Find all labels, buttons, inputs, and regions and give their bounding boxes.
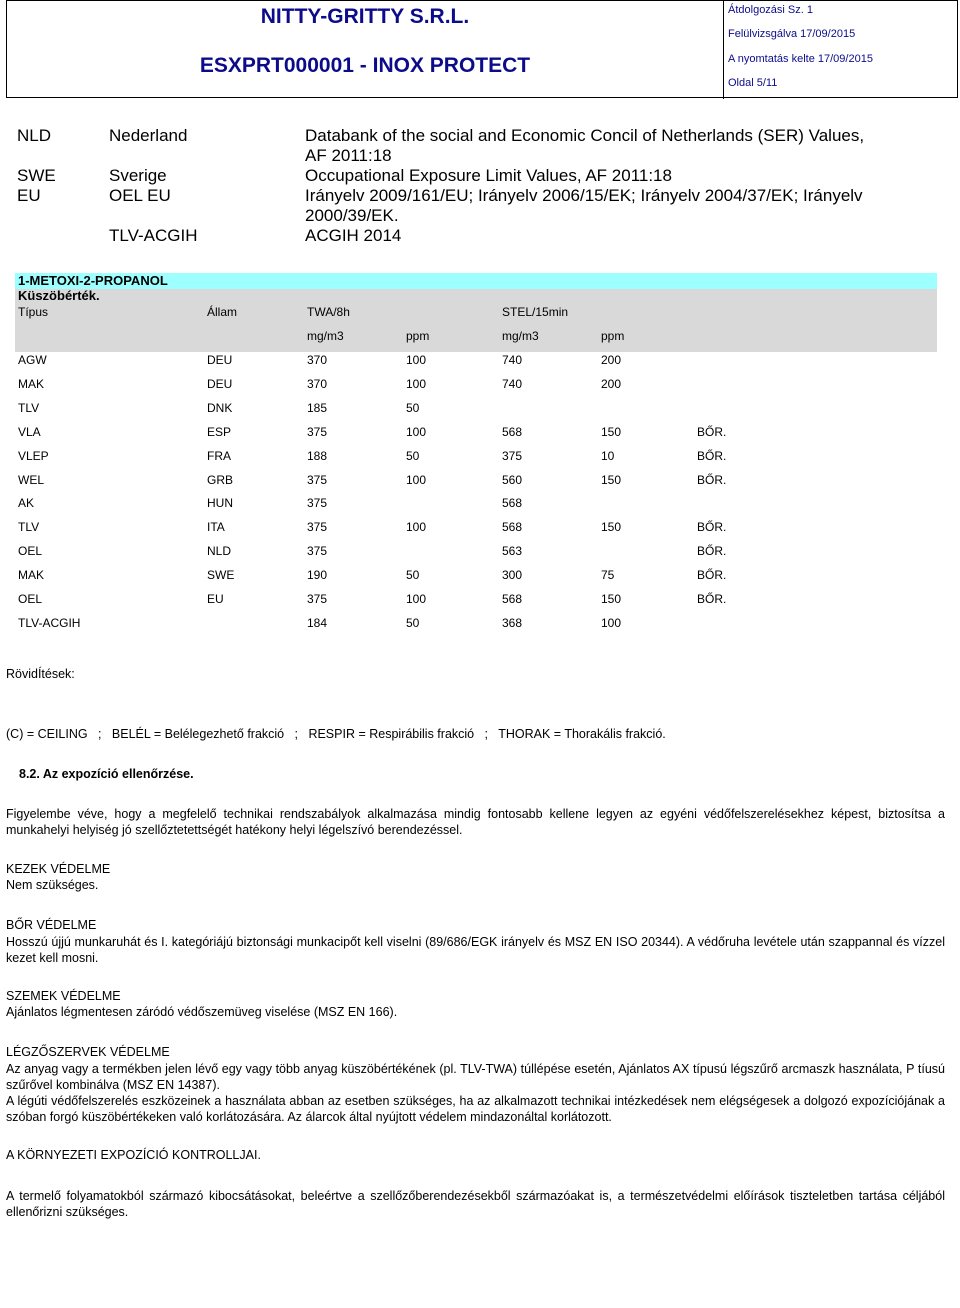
cell-twa-ppm: 50 — [406, 616, 420, 630]
cell-twa-mg: 370 — [307, 353, 328, 367]
header-divider — [723, 1, 724, 99]
cell-type: MAK — [18, 568, 45, 582]
hand-protection-text: Nem szükséges. — [6, 878, 99, 892]
document-header — [6, 0, 958, 98]
cell-state: HUN — [207, 496, 233, 510]
cell-note: BŐR. — [697, 449, 727, 463]
cell-stel-mg: 563 — [502, 544, 523, 558]
cell-stel-ppm: 150 — [601, 592, 622, 606]
eye-protection-text: Ajánlatos légmentesen záródó védőszemüveg viselése (MSZ EN 166). — [6, 1005, 398, 1019]
cell-state: FRA — [207, 449, 231, 463]
cell-stel-ppm: 100 — [601, 616, 622, 630]
cell-twa-ppm: 100 — [406, 473, 427, 487]
cell-state: GRB — [207, 473, 234, 487]
cell-note: BŐR. — [697, 473, 727, 487]
header-type: Típus — [18, 305, 49, 319]
ref-country: Sverige — [109, 166, 167, 185]
cell-twa-mg: 370 — [307, 377, 328, 391]
product-code: ESXPRT000001 - INOX PROTECT — [199, 54, 531, 77]
cell-twa-mg: 190 — [307, 568, 328, 582]
cell-stel-mg: 568 — [502, 425, 523, 439]
cell-type: OEL — [18, 592, 43, 606]
abbrev-label: RövidÍtések: — [6, 667, 75, 681]
skin-protection-title: BŐR VÉDELME — [6, 918, 97, 932]
cell-stel-mg: 740 — [502, 377, 523, 391]
cell-twa-ppm: 100 — [406, 377, 427, 391]
cell-state: ITA — [207, 520, 225, 534]
company-name: NITTY-GRITTY S.R.L. — [260, 5, 470, 28]
cell-stel-mg: 375 — [502, 449, 523, 463]
cell-twa-mg: 184 — [307, 616, 328, 630]
header-twa-ppm: ppm — [406, 329, 430, 343]
ref-country: Nederland — [109, 126, 188, 145]
header-twa-mg: mg/m3 — [307, 329, 344, 343]
threshold-label: Küszöbérték. — [18, 288, 100, 303]
section-intro: Figyelembe véve, hogy a megfelelő technikai rendszabályok alkalmazása mindig fontosabb kellene legyen az egyéni védőfelszerelésekhez képest, biztosítsa a munkahelyi helyiség jó szellőztetettségét hatékony helyi légelszívó berendezéssel. — [6, 807, 945, 837]
respiratory-protection-text-1: Az anyag vagy a termékben jelen lévő egy vagy több anyag küszöbértékének (pl. TLV-TWA) túllépése esetén, Ajánlatos AX típusú légszűrő arcmaszk használata, P tíusú szűrővel kombinálva (MSZ EN 14387). — [6, 1062, 945, 1092]
hand-protection-title: KEZEK VÉDELME — [6, 862, 111, 876]
cell-twa-mg: 375 — [307, 592, 328, 606]
cell-stel-mg: 740 — [502, 353, 523, 367]
ref-text: Occupational Exposure Limit Values, AF 2011:18 — [305, 166, 672, 185]
cell-stel-ppm: 10 — [601, 449, 615, 463]
cell-type: OEL — [18, 544, 43, 558]
section-title: 8.2. Az expozíció ellenőrzése. — [19, 767, 194, 781]
substance-name: 1-METOXI-2-PROPANOL — [18, 273, 168, 288]
respiratory-protection-title: LÉGZŐSZERVEK VÉDELME — [6, 1045, 170, 1059]
page-number: Oldal 5/11 — [728, 77, 778, 89]
ref-country: OEL EU — [109, 186, 171, 205]
cell-stel-ppm: 75 — [601, 568, 615, 582]
cell-note: BŐR. — [697, 425, 727, 439]
cell-twa-ppm: 50 — [406, 401, 420, 415]
cell-type: MAK — [18, 377, 45, 391]
skin-protection-text: Hosszú újjú munkaruhát és I. kategóriájú biztonsági munkacipőt kell viselni (89/686/EGK irányelv és MSZ EN ISO 20344). A védőruha levétele után szappannal és vízzel kezet kell mosni. — [6, 935, 945, 965]
ref-country: TLV-ACGIH — [109, 226, 198, 245]
cell-type: AK — [18, 496, 35, 510]
revision-value: 1 — [806, 4, 814, 16]
ref-text: Irányelv 2009/161/EU; Irányelv 2006/15/EK; Irányelv 2004/37/EK; Irányelv — [305, 186, 863, 205]
cell-state: DEU — [207, 353, 233, 367]
header-stel-mg: mg/m3 — [502, 329, 539, 343]
cell-note: BŐR. — [697, 520, 727, 534]
cell-stel-mg: 368 — [502, 616, 523, 630]
cell-stel-mg: 560 — [502, 473, 523, 487]
respiratory-protection-text-2: A légúti védőfelszerelés eszközeinek a használata abban az esetben szükséges, ha az alkalmazott technikai intézkedések nem elégségesek a dolgozó expozíciójának a szóban forgó küszöbértékeken való korlátozására. Az álarcok által nyújtott védelem mindazonáltal korlátozott. — [6, 1094, 945, 1124]
cell-twa-ppm: 100 — [406, 425, 427, 439]
cell-twa-ppm: 100 — [406, 520, 427, 534]
cell-state: ESP — [207, 425, 232, 439]
cell-twa-mg: 375 — [307, 520, 328, 534]
ref-code: NLD — [17, 126, 52, 145]
cell-type: AGW — [18, 353, 47, 367]
cell-twa-ppm: 100 — [406, 353, 427, 367]
revision-number — [728, 4, 813, 16]
cell-twa-ppm: 50 — [406, 568, 420, 582]
cell-twa-ppm: 100 — [406, 592, 427, 606]
cell-state: NLD — [207, 544, 232, 558]
cell-stel-mg: 568 — [502, 520, 523, 534]
ref-code: EU — [17, 186, 41, 205]
cell-stel-ppm: 150 — [601, 473, 622, 487]
cell-type: TLV — [18, 520, 40, 534]
cell-twa-ppm: 50 — [406, 449, 420, 463]
abbrev-text: (C) = CEILING ; BELÉL = Belélegezhető frakció ; RESPIR = Respirábilis frakció ; THORAK = Thorakális frakció. — [6, 727, 666, 741]
cell-stel-ppm: 150 — [601, 425, 622, 439]
cell-twa-mg: 188 — [307, 449, 328, 463]
cell-twa-mg: 375 — [307, 425, 328, 439]
eye-protection-title: SZEMEK VÉDELME — [6, 989, 121, 1003]
environmental-exposure-text: A termelő folyamatokból származó kibocsátásokat, beleértve a szellőzőberendezésekből származóakat is, a természetvédelmi előírások tiszteletben tartása céljából ellenőrizni szükséges. — [6, 1189, 945, 1219]
cell-twa-mg: 375 — [307, 496, 328, 510]
header-twa: TWA/8h — [307, 305, 350, 319]
cell-state: EU — [207, 592, 224, 606]
cell-stel-mg: 300 — [502, 568, 523, 582]
cell-state: DEU — [207, 377, 233, 391]
cell-twa-mg: 185 — [307, 401, 328, 415]
cell-type: VLA — [18, 425, 41, 439]
review-date: Felülvizsgálva 17/09/2015 — [728, 28, 856, 40]
print-date: A nyomtatás kelte 17/09/2015 — [728, 53, 873, 65]
cell-note: BŐR. — [697, 592, 727, 606]
cell-twa-mg: 375 — [307, 544, 328, 558]
table-header-band — [15, 289, 937, 352]
environmental-exposure-title: A KÖRNYEZETI EXPOZÍCIÓ KONTROLLJAI. — [6, 1148, 261, 1162]
cell-stel-ppm: 200 — [601, 353, 622, 367]
cell-stel-mg: 568 — [502, 592, 523, 606]
header-stel-ppm: ppm — [601, 329, 625, 343]
ref-text-cont: 2000/39/EK. — [305, 206, 399, 225]
cell-type: WEL — [18, 473, 45, 487]
ref-code: SWE — [17, 166, 56, 185]
ref-text: ACGIH 2014 — [305, 226, 402, 245]
cell-stel-ppm: 200 — [601, 377, 622, 391]
cell-state: DNK — [207, 401, 233, 415]
cell-note: BŐR. — [697, 544, 727, 558]
cell-type: TLV-ACGIH — [18, 616, 81, 630]
cell-twa-mg: 375 — [307, 473, 328, 487]
header-state: Állam — [207, 305, 238, 319]
cell-type: TLV — [18, 401, 40, 415]
cell-stel-mg: 568 — [502, 496, 523, 510]
header-stel: STEL/15min — [502, 305, 569, 319]
cell-stel-ppm: 150 — [601, 520, 622, 534]
cell-state: SWE — [207, 568, 235, 582]
ref-text-cont: AF 2011:18 — [305, 146, 392, 165]
ref-text: Databank of the social and Economic Concil of Netherlands (SER) Values, — [305, 126, 865, 145]
cell-note: BŐR. — [697, 568, 727, 582]
cell-type: VLEP — [18, 449, 49, 463]
revision-label: Átdolgozási Sz. — [728, 4, 804, 16]
